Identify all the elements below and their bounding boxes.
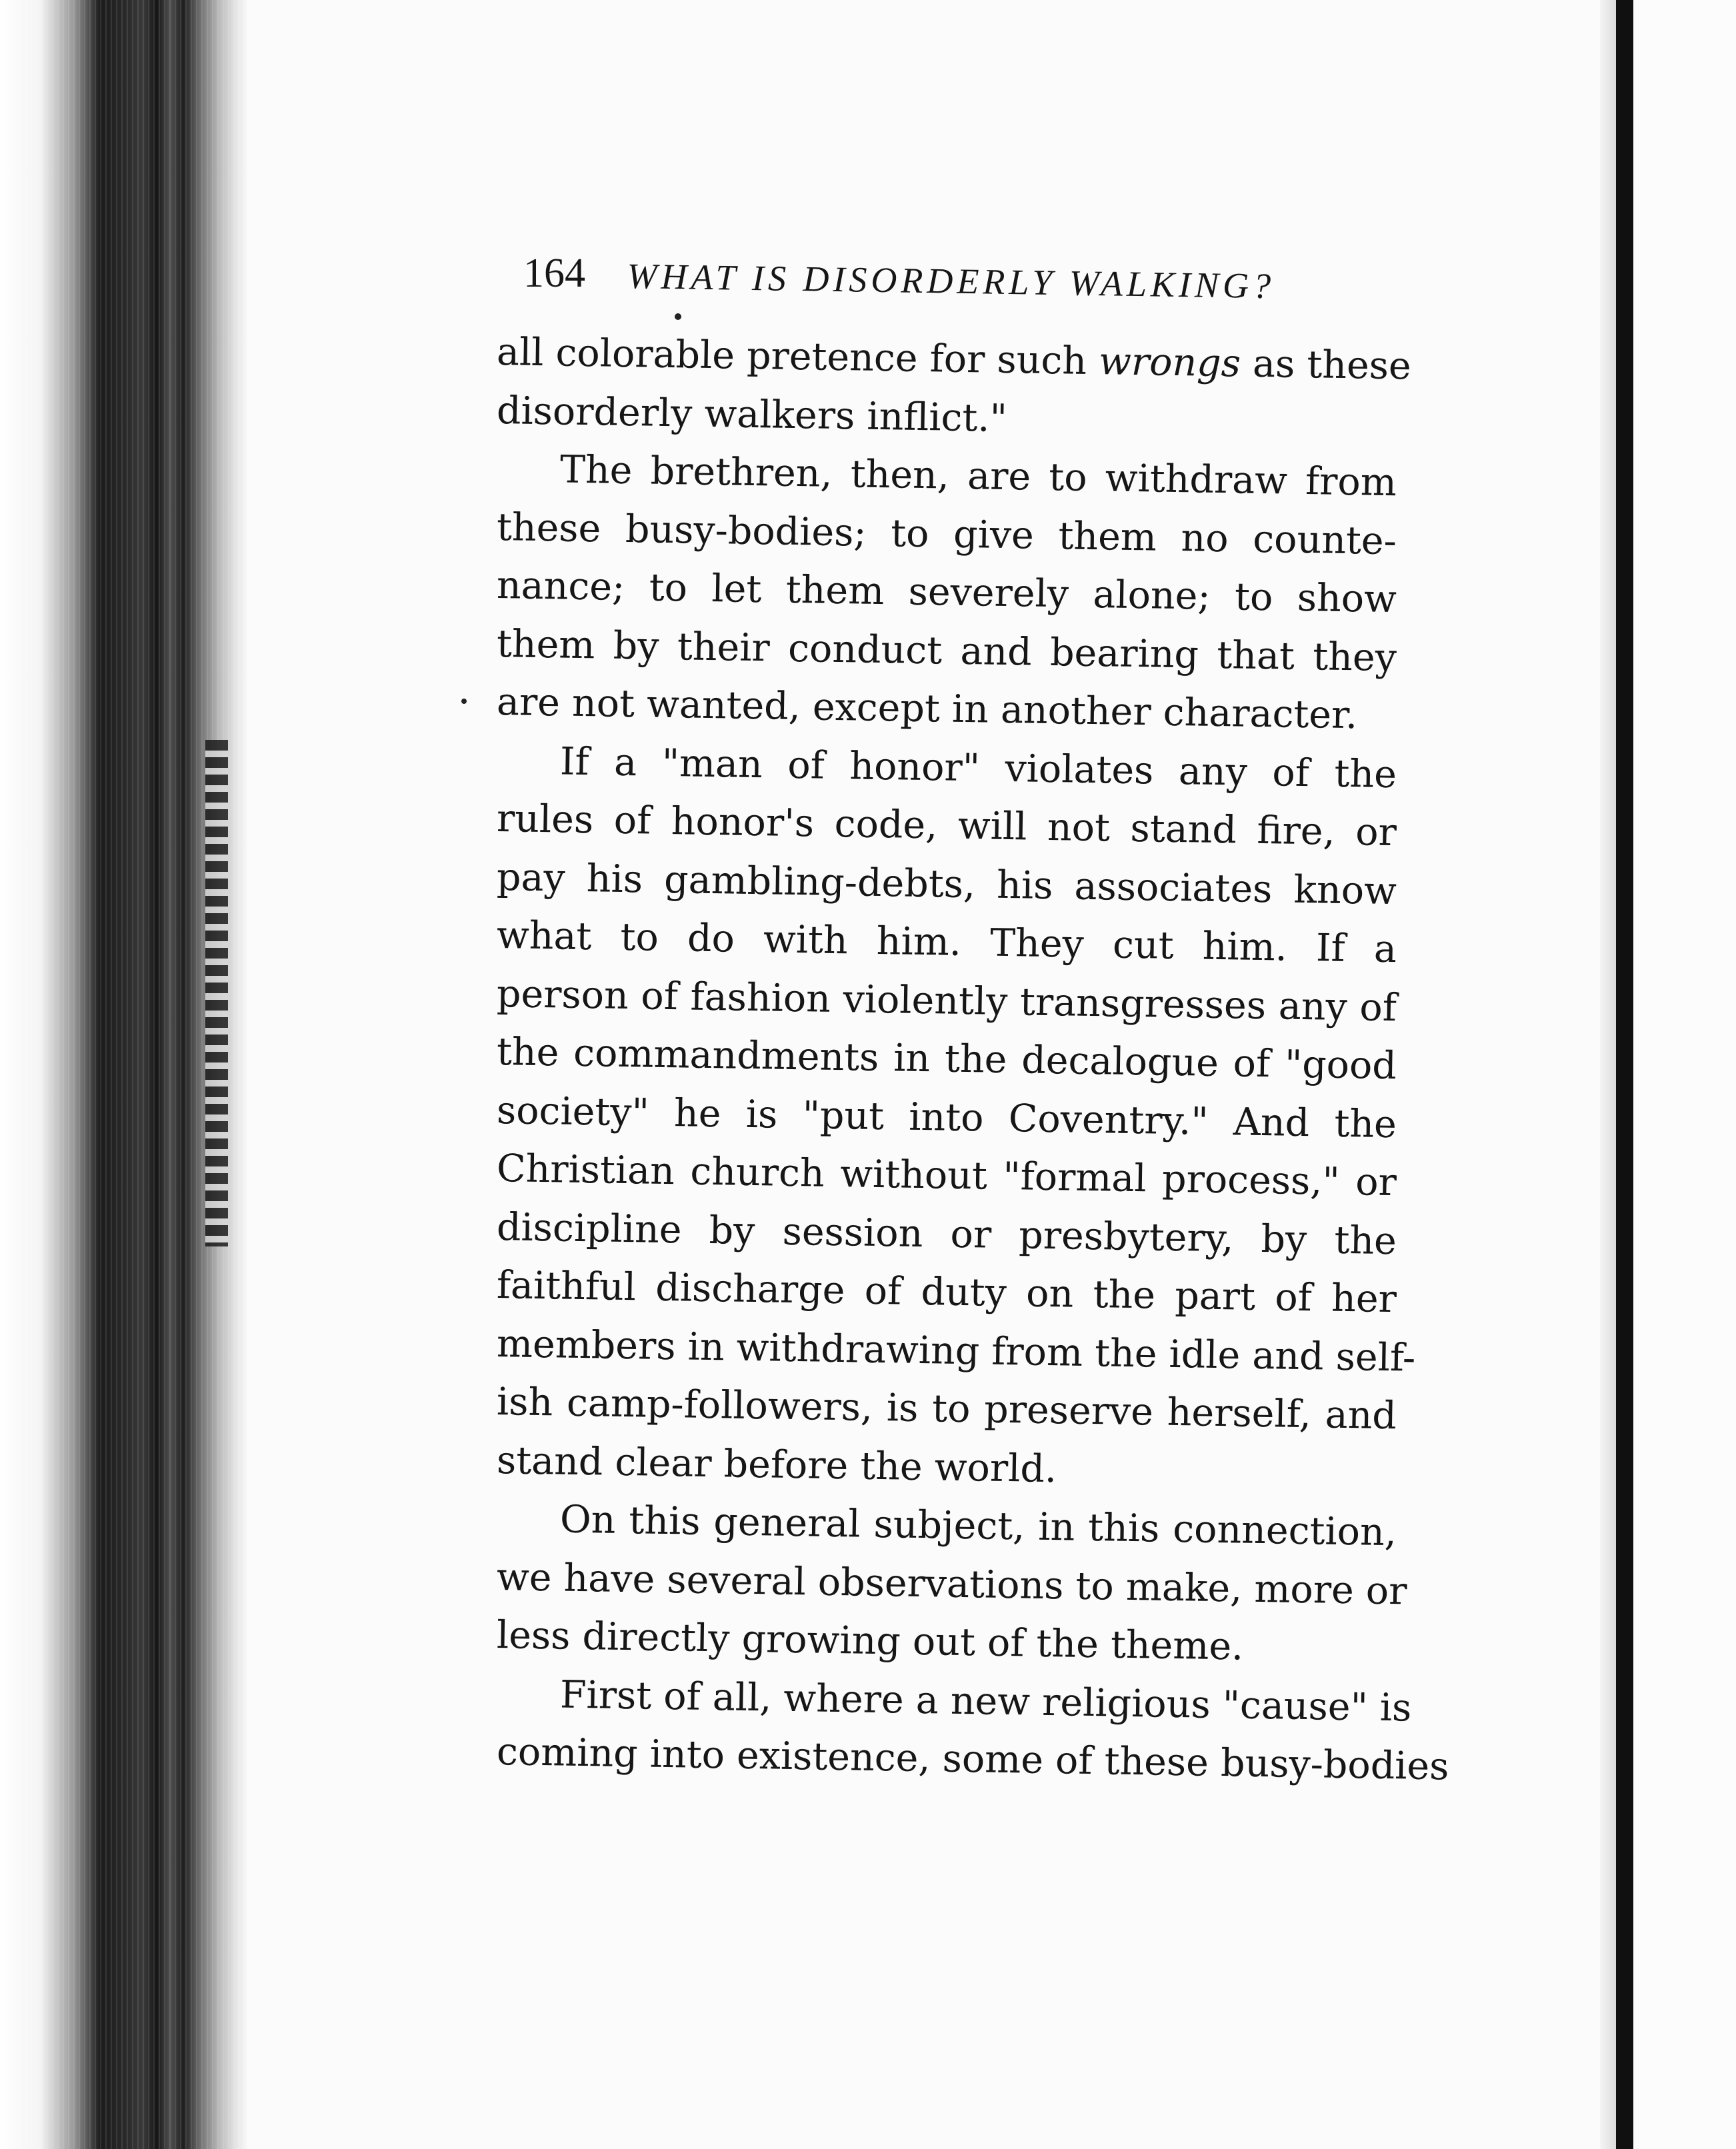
text-line: stand clear before the world. — [496, 1438, 1057, 1491]
text-line: Christian church without "formal process," or — [496, 1146, 1397, 1205]
text-line: coming into existence, some of these busy-bodies — [496, 1730, 1449, 1789]
page-number: 164 — [523, 251, 585, 296]
text-line: we have several observations to make, more or — [496, 1554, 1407, 1613]
running-title: WHAT IS DISORDERLY WALKING? — [627, 255, 1275, 307]
facing-page — [1633, 0, 1736, 2149]
text-line: disorderly walkers inflict." — [496, 388, 1008, 441]
text-line: faithful discharge of duty on the part of her — [496, 1263, 1397, 1322]
ink-speck — [461, 699, 467, 704]
text-line: First of all, where a new religious "cause" is — [559, 1672, 1412, 1730]
text-line: are not wanted, except in another character. — [496, 680, 1358, 738]
spine-binding-marks — [205, 740, 228, 1246]
text-line: The brethren, then, are to withdraw from — [559, 447, 1397, 505]
text-line: If a "man of honor" violates any of the — [559, 739, 1397, 797]
text-line: them by their conduct and bearing that they — [496, 621, 1397, 680]
emphasis-word: wrongs — [1098, 339, 1241, 386]
facing-page-edge — [1616, 0, 1633, 2149]
text-line: discipline by session or presbytery, by the — [496, 1204, 1397, 1263]
text-line: person of fashion violently transgresses any of — [496, 971, 1397, 1030]
text-line: the commandments in the decalogue of "good — [496, 1030, 1397, 1088]
text-line: society" he is "put into Coventry." And the — [496, 1088, 1397, 1146]
page-header — [497, 250, 1397, 323]
text-line: pay his gambling-debts, his associates know — [496, 855, 1397, 913]
text-line: nance; to let them severely alone; to show — [496, 563, 1397, 622]
text-line: rules of honor's code, will not stand fire, or — [496, 797, 1397, 855]
text-line: what to do with him. They cut him. If a — [496, 913, 1397, 972]
page-gutter-shadow — [1600, 0, 1616, 2149]
text-line: all colorable pretence for such wrongs as these — [496, 330, 1412, 389]
text-line: members in withdrawing from the idle and self- — [496, 1321, 1416, 1380]
text-line: less directly growing out of the theme. — [496, 1613, 1244, 1669]
text-line: these busy-bodies; to give them no counte- — [496, 505, 1397, 563]
text-line: On this general subject, in this connection, — [559, 1497, 1397, 1555]
text-line: ish camp-followers, is to preserve herself, and — [496, 1380, 1397, 1438]
text-block — [496, 250, 1449, 1789]
